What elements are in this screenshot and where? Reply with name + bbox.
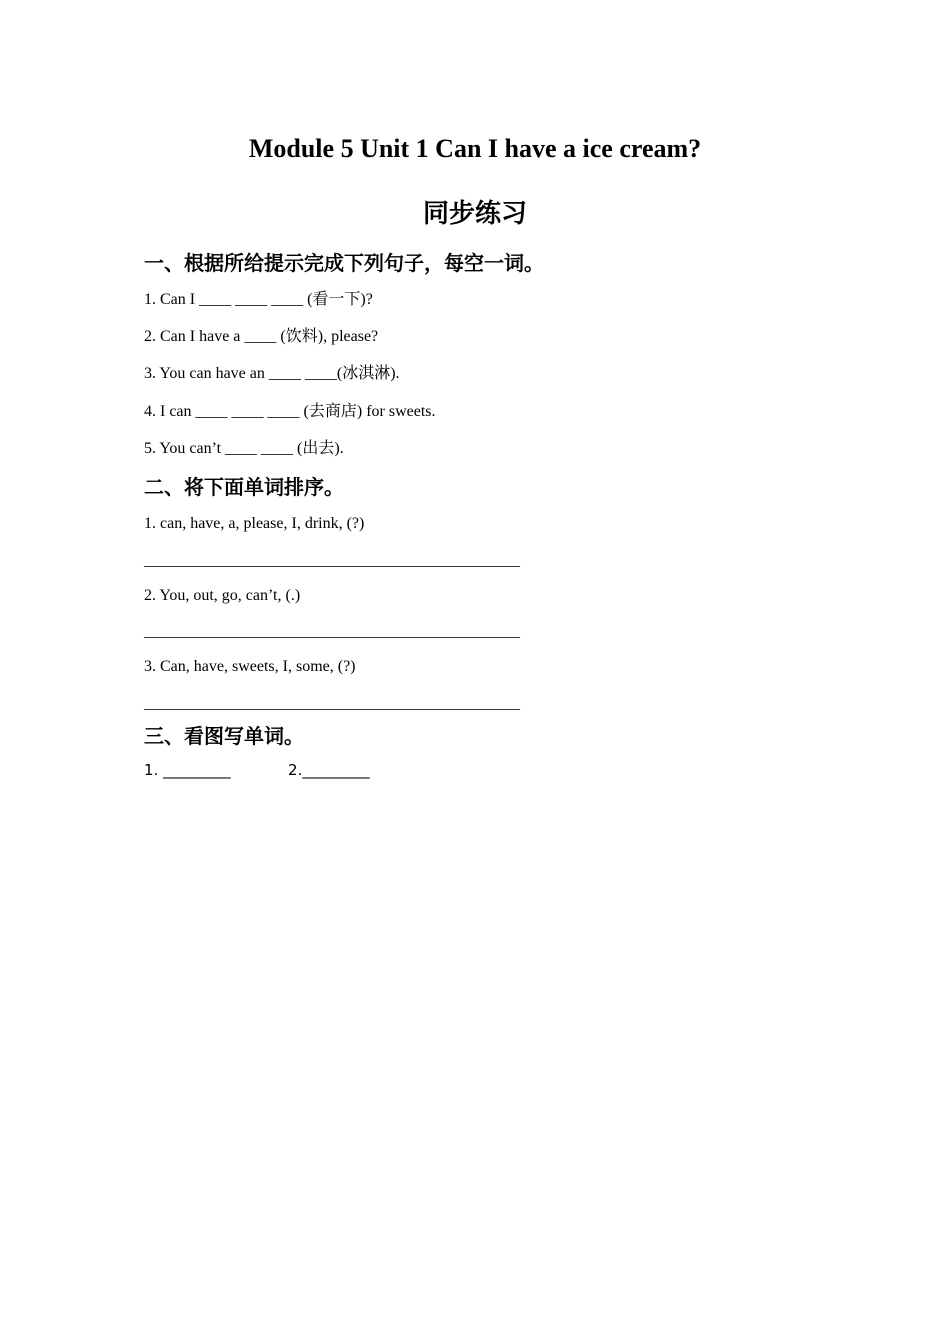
section-2-answer-line-2: _______________________________________________ [144,623,520,640]
section-2-answer-line-3: _______________________________________________ [144,695,520,712]
section-2-item-2: 2. You, out, go, can’t, (.) [144,587,301,604]
section-2-item-3: 3. Can, have, sweets, I, some, (?) [144,658,356,675]
section-2-answer-line-1: _______________________________________________ [144,552,520,569]
document-title: Module 5 Unit 1 Can I have a ice cream? [248,134,702,163]
section-1-item-1: 1. Can I ____ ____ ____ (看一下)? [144,291,373,308]
section-3-item-2: 2._________ [288,761,370,779]
document-subtitle: 同步练习 [422,199,527,229]
section-1-heading: 一、根据所给提示完成下列句子，每空一词。 [144,251,544,275]
section-1-item-2: 2. Can I have a ____ (饮料), please? [144,328,379,345]
section-1-item-5: 5. You can’t ____ ____ (出去). [144,440,344,457]
section-2-heading: 二、将下面单词排序。 [144,475,344,499]
section-3-item-1: 1. _________ [144,761,231,779]
section-3-heading: 三、看图写单词。 [144,724,304,748]
section-2-item-1: 1. can, have, a, please, I, drink, (?) [144,515,365,532]
section-1-item-3: 3. You can have an ____ ____(冰淇淋). [144,365,400,382]
section-1-item-4: 4. I can ____ ____ ____ (去商店) for sweets. [144,403,436,420]
